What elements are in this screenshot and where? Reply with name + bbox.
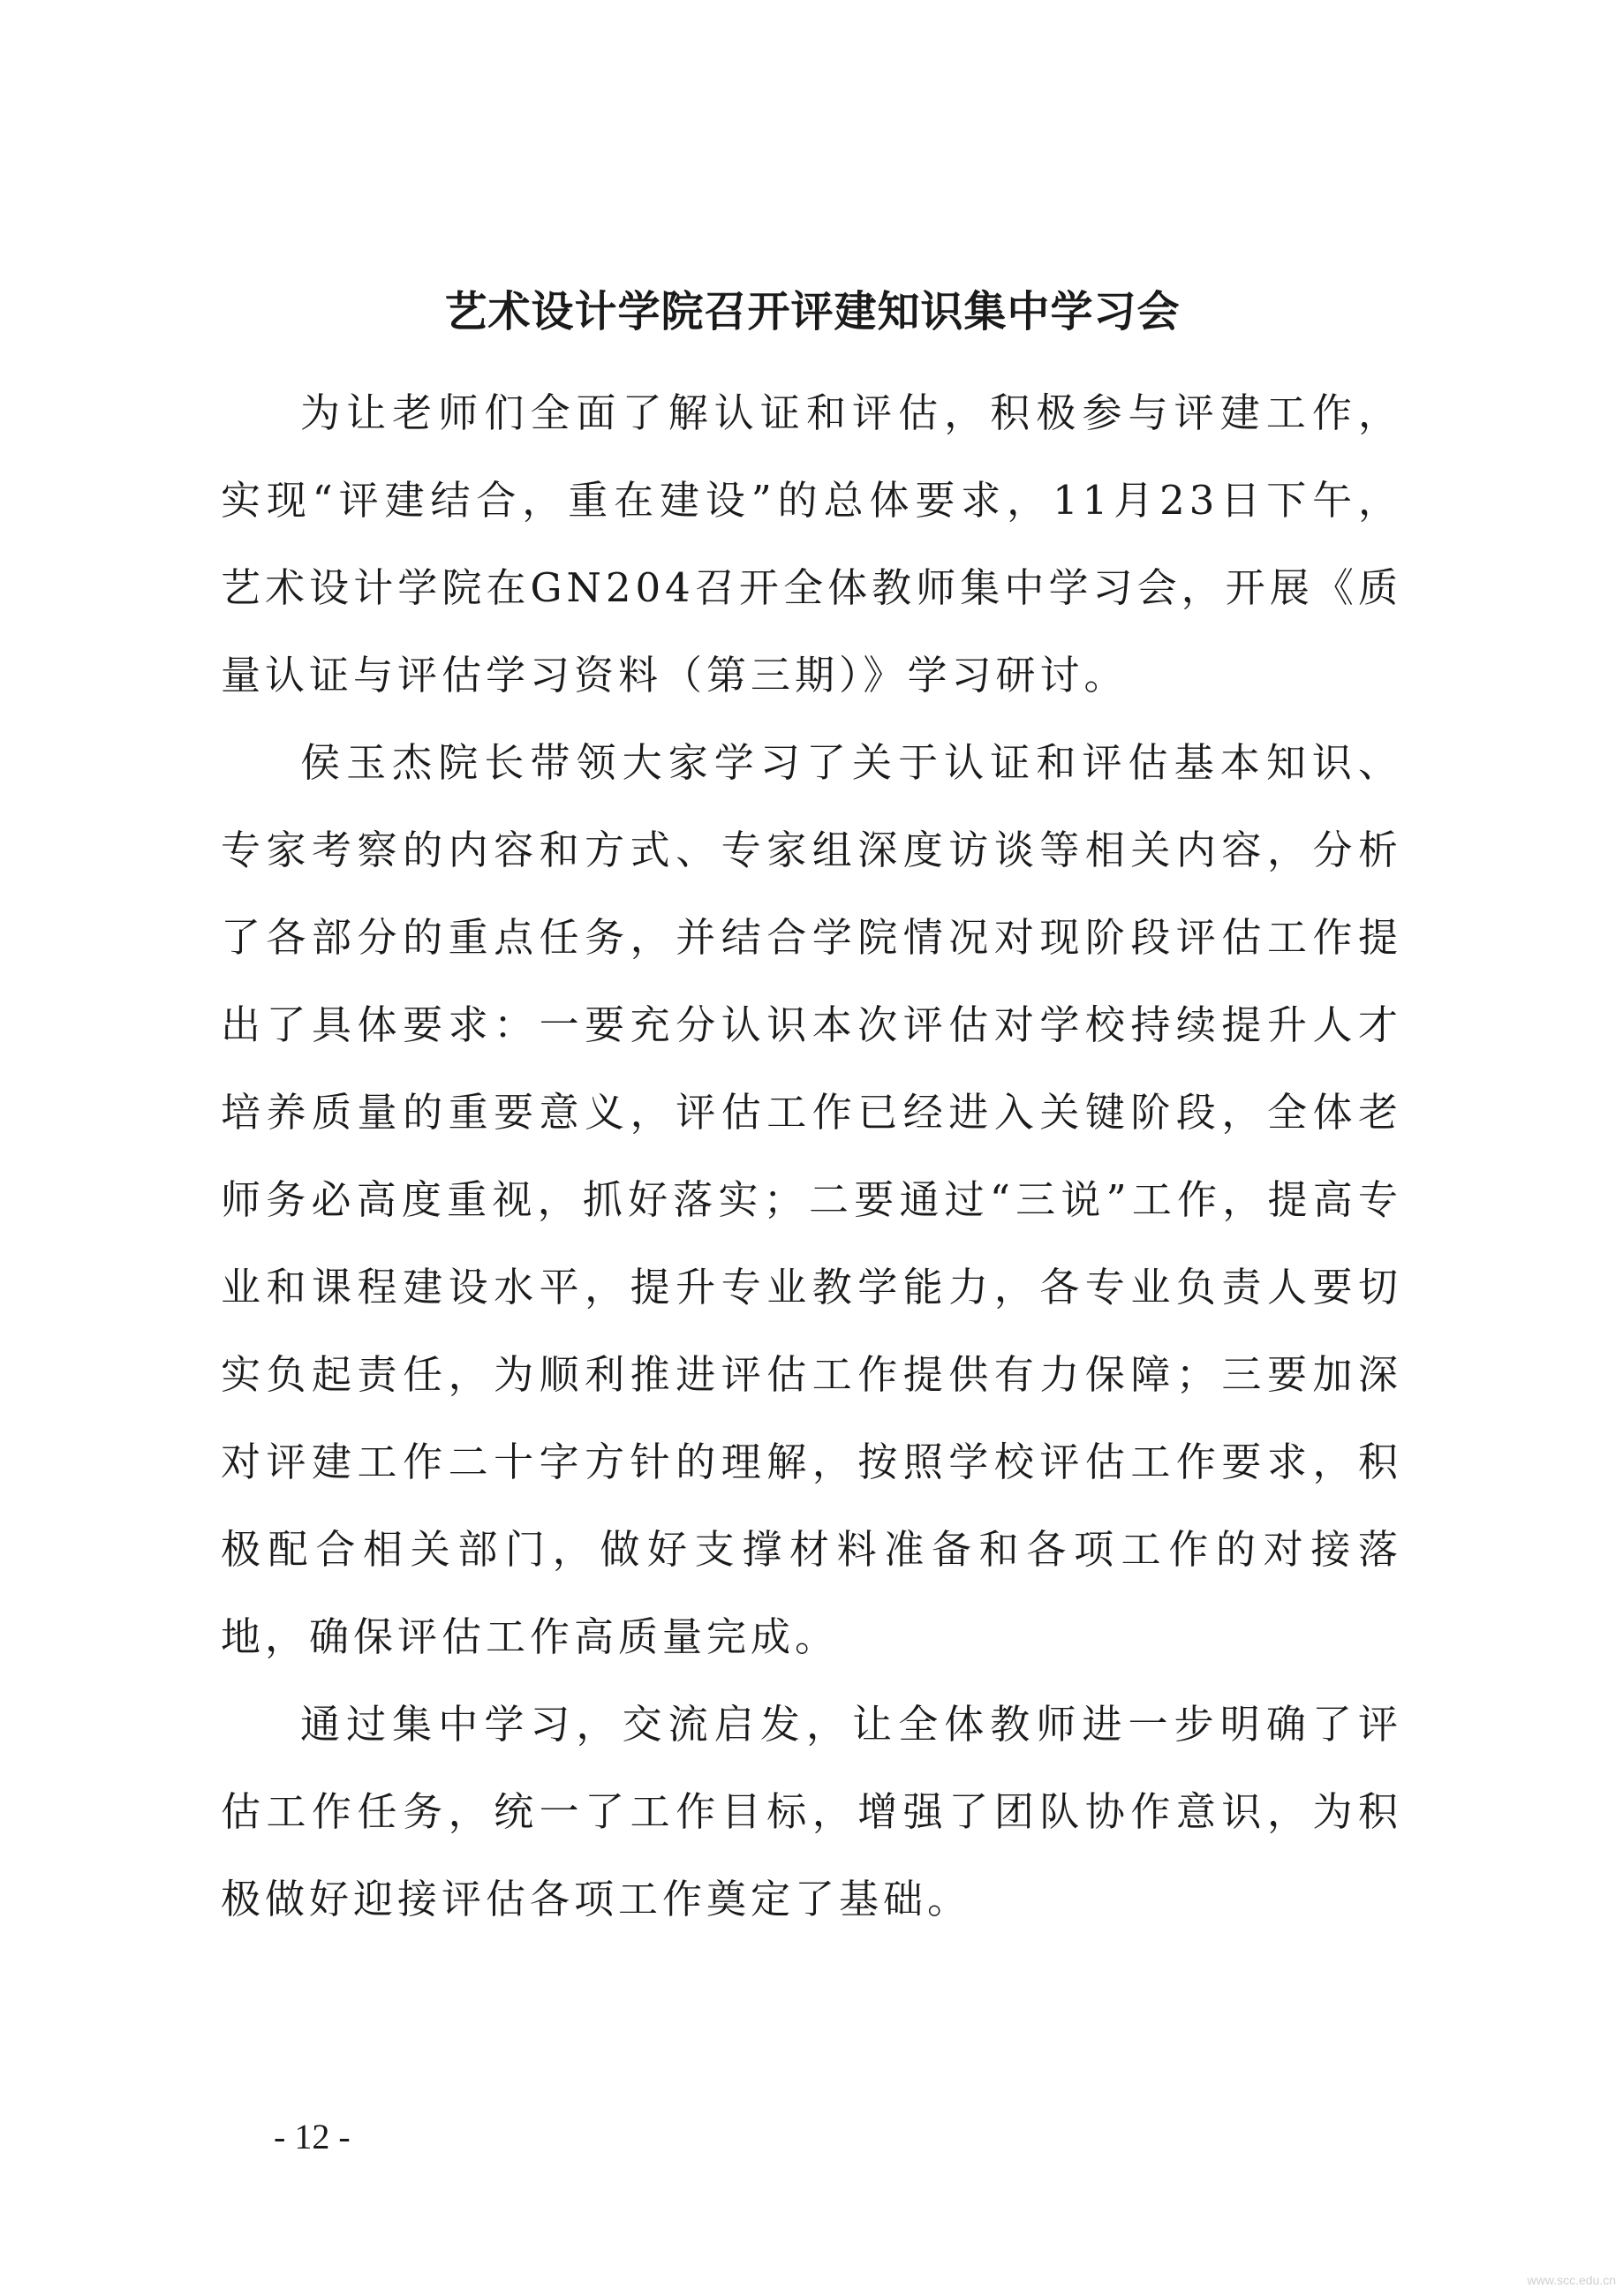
paragraph-requirements: 侯玉杰院长带领大家学习了关于认证和评估基本知识、专家考察的内容和方式、专家组深度访谈等相关内容，分析了各部分的重点任务，并结合学院情况对现阶段评估工作提出了具体要求：一要充分认识本次评估对学校持续提升人才培养质量的重要意义，评估工作已经进入关键阶段，全体老师务必高度重视，抓好落实；二要通过“三说”工作，提高专业和课程建设水平，提升专业教学能力，各专业负责人要切实负起责任，为顺利推进评估工作提供有力保障；三要加深对评建工作二十字方针的理解，按照学校评估工作要求，积极配合相关部门，做好支撑材料准备和各项工作的对接落地，确保评估工作高质量完成。 <box>221 739 1402 1660</box>
watermark: www.scc.edu.cn <box>1527 2273 1616 2287</box>
document-body <box>221 369 1402 1943</box>
paragraph-conclusion: 通过集中学习，交流启发，让全体教师进一步明确了评估工作任务，统一了工作目标，增强了团队协作意识，为积极做好迎接评估各项工作奠定了基础。 <box>221 1701 1402 1922</box>
page-number: - 12 - <box>274 2117 351 2156</box>
document-title: 艺术设计学院召开评建知识集中学习会 <box>444 287 1181 336</box>
paragraph-intro: 为让老师们全面了解认证和评估，积极参与评建工作，实现“评建结合，重在建设”的总体要求，11月23日下午，艺术设计学院在GN204召开全体教师集中学习会，开展《质量认证与评估学习资料（第三期）》学习研讨。 <box>221 389 1402 699</box>
